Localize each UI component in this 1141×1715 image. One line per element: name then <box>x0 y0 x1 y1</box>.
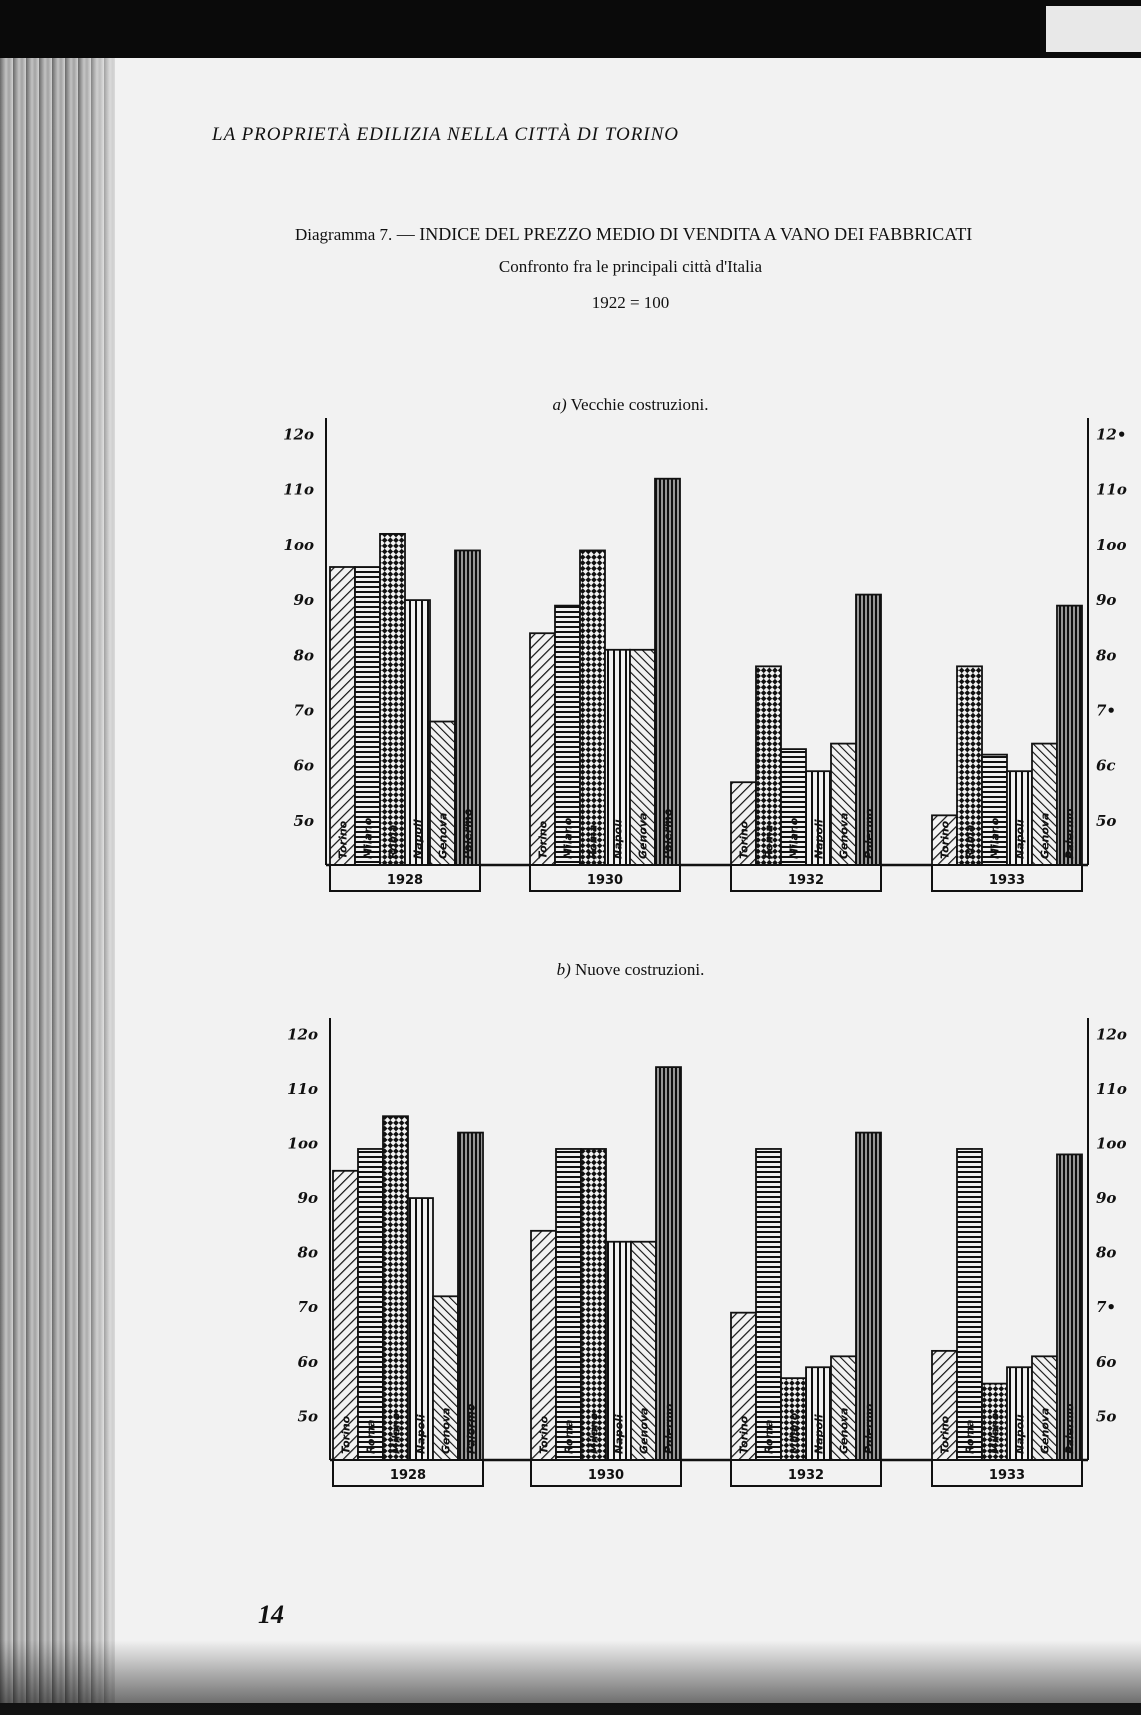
diagram-label: Diagramma 7. <box>295 225 393 244</box>
bar-city-label: Genova <box>837 812 851 859</box>
bar-city-label: Napoli <box>414 1414 428 1454</box>
bar-city-label: Genova <box>1038 1407 1052 1454</box>
bar-city-label: Genova <box>637 1407 651 1454</box>
y-tick-label-left: 7o <box>293 701 314 720</box>
bar-city-label: Milano <box>988 817 1002 859</box>
y-tick-label-right: 9o <box>1096 591 1117 610</box>
year-label: 1930 <box>586 873 624 888</box>
y-tick-label-left: 11o <box>287 1079 318 1098</box>
chart-panel-a <box>283 418 1127 891</box>
bar-city-label: Torino <box>336 820 350 859</box>
bar-city-label: Milano <box>787 817 801 859</box>
bar-city-label: Torino <box>536 820 550 859</box>
bar <box>358 1149 383 1460</box>
year-label: 1930 <box>587 1468 625 1483</box>
y-tick-label-right: 5o <box>1096 1407 1117 1426</box>
bar-city-label: Torino <box>938 820 952 859</box>
scan-bottom-shadow <box>0 1640 1141 1715</box>
panel-a-title-text: Vecchie costruzioni. <box>570 395 709 414</box>
y-tick-label-left: 6o <box>297 1352 318 1371</box>
bar-city-label: Genova <box>636 812 650 859</box>
y-tick-label-right: 8o <box>1096 646 1117 665</box>
bar-city-label: Milano <box>988 1412 1002 1454</box>
bar-city-label: Genova <box>439 1407 453 1454</box>
page-number: 14 <box>258 1600 284 1629</box>
bar-city-label: Roma <box>586 824 600 859</box>
bar-city-label: Palermo <box>1063 1403 1077 1454</box>
bar-city-label: Roma <box>963 824 977 859</box>
y-tick-label-right: 1oo <box>1096 535 1127 554</box>
y-tick-label-right: 7• <box>1096 1298 1117 1317</box>
bar-city-label: Torino <box>737 1415 751 1454</box>
bar-city-label: Roma <box>562 1419 576 1454</box>
year-label: 1933 <box>988 873 1026 888</box>
bar-city-label: Milano <box>561 817 575 859</box>
y-tick-label-left: 8o <box>297 1243 318 1262</box>
chart-panel-b <box>287 1018 1127 1486</box>
bar-city-label: Napoli <box>411 819 425 859</box>
y-tick-label-right: 11o <box>1096 480 1127 499</box>
year-label: 1932 <box>787 873 825 888</box>
year-label: 1928 <box>386 873 424 888</box>
bar-city-label: Palermo <box>461 808 475 859</box>
bar-city-label: Roma <box>963 1419 977 1454</box>
panel-b-title-text: Nuove costruzioni. <box>575 960 705 979</box>
y-tick-label-left: 12o <box>283 425 314 444</box>
y-tick-label-right: 11o <box>1096 1079 1127 1098</box>
bar-city-label: Roma <box>386 824 400 859</box>
bar-city-label: Napoli <box>812 819 826 859</box>
bar-city-label: Roma <box>762 1419 776 1454</box>
bar-city-label: Palermo <box>862 808 876 859</box>
y-tick-label-right: 7• <box>1096 701 1117 720</box>
bar-city-label: Genova <box>1038 812 1052 859</box>
bar-city-label: Torino <box>737 820 751 859</box>
bar <box>556 1149 581 1460</box>
bar <box>580 550 605 865</box>
bar-city-label: Napoli <box>812 1414 826 1454</box>
y-tick-label-right: 6c <box>1096 756 1116 775</box>
bar-city-label: Palermo <box>1063 808 1077 859</box>
y-tick-label-right: 1oo <box>1096 1134 1127 1153</box>
bar-city-label: Milano <box>361 817 375 859</box>
year-label: 1933 <box>988 1468 1026 1483</box>
bar <box>655 479 680 865</box>
bar-city-label: Roma <box>762 824 776 859</box>
bar-city-label: Milano <box>787 1412 801 1454</box>
y-tick-label-left: 12o <box>287 1025 318 1044</box>
y-tick-label-right: 12o <box>1096 1025 1127 1044</box>
diagram-base: 1922 = 100 <box>591 293 670 312</box>
diagram-subtitle: Confronto fra le principali città d'Italia <box>498 257 763 276</box>
y-tick-label-right: 6o <box>1096 1352 1117 1371</box>
y-tick-label-left: 7o <box>297 1298 318 1317</box>
running-head: LA PROPRIETÀ EDILIZIA NELLA CITTÀ DI TORINO <box>212 124 680 145</box>
bar-city-label: Napoli <box>1013 1414 1027 1454</box>
bar-city-label: Napoli <box>612 1414 626 1454</box>
bar-city-label: Milano <box>389 1412 403 1454</box>
y-tick-label-left: 11o <box>283 480 314 499</box>
bar <box>656 1067 681 1460</box>
y-tick-label-left: 8o <box>293 646 314 665</box>
y-tick-label-right: 8o <box>1096 1243 1117 1262</box>
y-tick-label-left: 9o <box>297 1189 318 1208</box>
bar-city-label: Napoli <box>1013 819 1027 859</box>
y-tick-label-left: 1oo <box>287 1134 318 1153</box>
bar <box>380 534 405 865</box>
y-tick-label-left: 5o <box>297 1407 318 1426</box>
y-tick-label-left: 9o <box>293 591 314 610</box>
year-label: 1932 <box>787 1468 825 1483</box>
bar-city-label: Milano <box>587 1412 601 1454</box>
bar-city-label: Palermo <box>662 1403 676 1454</box>
bar-city-label: Torino <box>339 1415 353 1454</box>
bar-city-label: Roma <box>364 1419 378 1454</box>
diagram-title-text: — INDICE DEL PREZZO MEDIO DI VENDITA A VANO DEI FABBRICATI <box>396 224 973 244</box>
panel-b-letter: b) <box>556 960 571 979</box>
bar-city-label: Torino <box>537 1415 551 1454</box>
bar-city-label: Napoli <box>611 819 625 859</box>
bar-city-label: Genova <box>837 1407 851 1454</box>
bar-city-label: Torino <box>938 1415 952 1454</box>
y-tick-label-left: 5o <box>293 811 314 830</box>
bar <box>330 567 355 865</box>
bar-city-label: Genova <box>436 812 450 859</box>
year-label: 1928 <box>389 1468 427 1483</box>
bar-city-label: Palermo <box>661 808 675 859</box>
bar <box>383 1116 408 1460</box>
bar-city-label: Palermo <box>464 1403 478 1454</box>
panel-a-letter: a) <box>552 395 567 414</box>
bar-city-label: Palermo <box>862 1403 876 1454</box>
y-tick-label-left: 1oo <box>283 535 314 554</box>
bar <box>756 1149 781 1460</box>
y-tick-label-right: 9o <box>1096 1189 1117 1208</box>
y-tick-label-right: 12• <box>1096 425 1127 444</box>
bar <box>957 1149 982 1460</box>
y-tick-label-left: 6o <box>293 756 314 775</box>
y-tick-label-right: 5o <box>1096 811 1117 830</box>
